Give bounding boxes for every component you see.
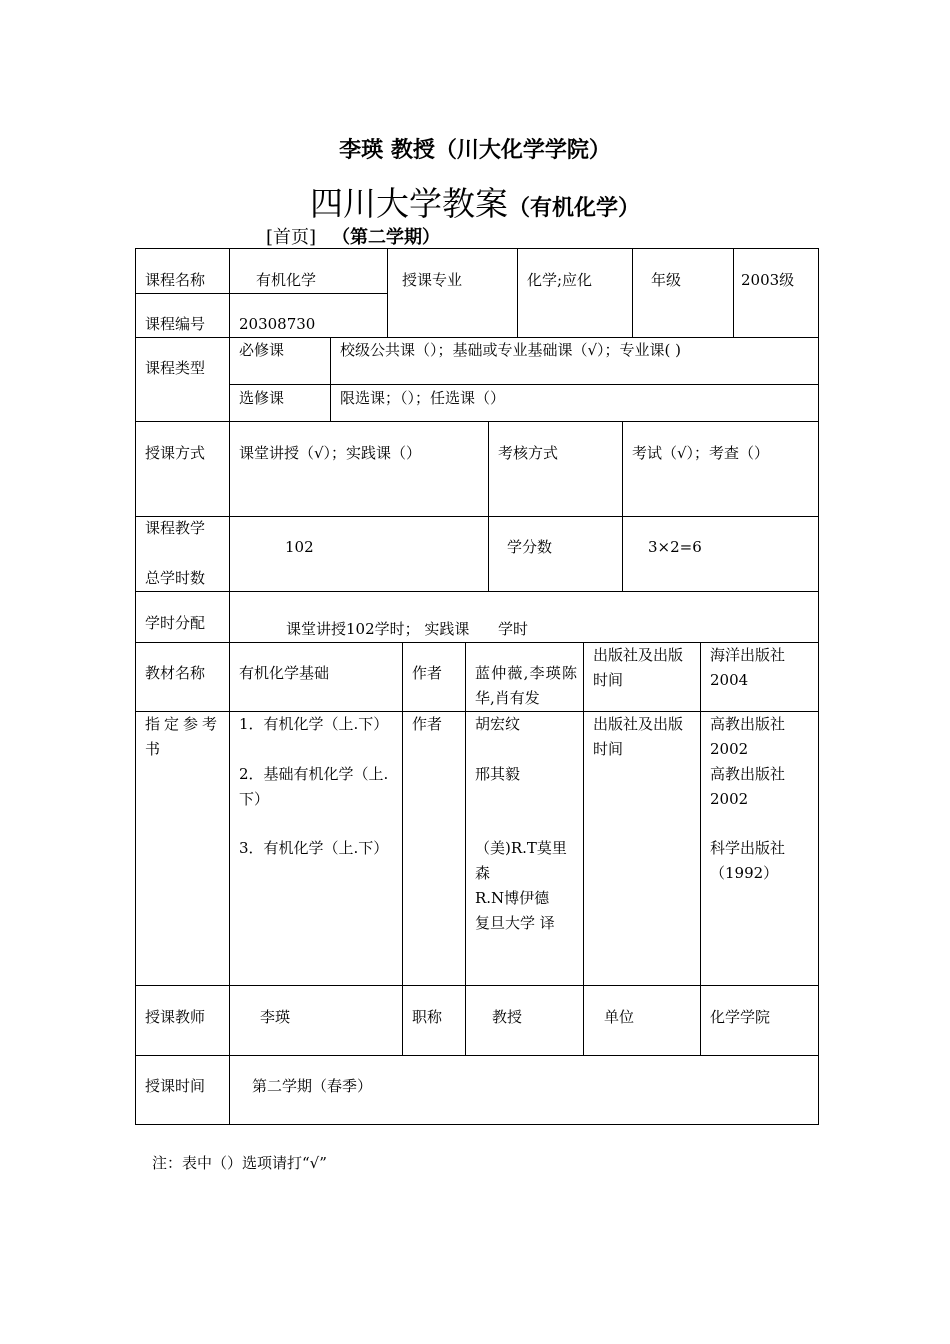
col-divider	[387, 248, 388, 337]
document-title	[0, 178, 950, 225]
teacher-value: 李瑛	[260, 1008, 291, 1026]
course-no-value: 20308730	[239, 315, 316, 333]
teaching-mode-value: 课堂讲授（√）；实践课（）	[239, 444, 422, 462]
hour-dist-label: 学时分配	[145, 614, 206, 632]
course-name-label: 课程名称	[145, 271, 206, 289]
credits-label: 学分数	[507, 538, 553, 556]
major-value: 化学;应化	[527, 271, 593, 289]
col-divider	[229, 642, 230, 1124]
table-border-bottom	[135, 1124, 819, 1125]
ref-author-2: 邢其毅	[475, 765, 521, 783]
col-divider	[517, 248, 518, 337]
total-hours-label-2: 总学时数	[145, 569, 206, 587]
hour-dist-value: 课堂讲授102学时； 实践课 学时	[286, 620, 529, 638]
col-divider	[330, 337, 331, 421]
page-label-row	[266, 223, 440, 249]
textbook-author-label: 作者	[412, 664, 443, 682]
assessment-value: 考试（√）；考查（）	[632, 444, 770, 462]
col-divider	[229, 337, 230, 421]
row-divider	[135, 293, 388, 294]
row-divider	[135, 591, 819, 592]
ref-author-1: 胡宏纹	[475, 715, 521, 733]
ref-author-4: R.N博伊德	[475, 889, 550, 907]
row-divider	[135, 985, 819, 986]
semester-label: （第二学期）	[332, 227, 441, 248]
unit-value: 化学学院	[710, 1008, 771, 1026]
assessment-label: 考核方式	[498, 444, 559, 462]
teaching-mode-label: 授课方式	[145, 444, 206, 462]
ref-book-3: 3．有机化学（上.下）	[239, 839, 389, 857]
ref-publisher-1: 高教出版社	[710, 715, 786, 733]
ref-label: 指定参考书	[145, 715, 222, 758]
col-divider	[733, 248, 734, 337]
ref-publisher-label: 出版社及出版时间	[593, 715, 684, 758]
row-divider	[135, 516, 819, 517]
author-heading: 李瑛 教授（川大化学学院）	[339, 137, 611, 163]
col-divider	[632, 248, 633, 337]
major-label: 授课专业	[402, 271, 463, 289]
table-border-top	[135, 248, 819, 249]
col-divider	[583, 642, 584, 1055]
teacher-label: 授课教师	[145, 1008, 206, 1026]
page-label: [首页]	[266, 227, 317, 248]
required-label: 必修课	[239, 341, 285, 359]
unit-label: 单位	[604, 1008, 635, 1026]
ref-publisher-2-year: 2002	[710, 790, 749, 808]
textbook-value: 有机化学基础	[239, 664, 330, 682]
col-divider	[229, 421, 230, 642]
col-divider	[402, 642, 403, 1055]
title-label: 职称	[412, 1008, 443, 1026]
ref-book-2: 2．基础有机化学（上.下）	[239, 765, 389, 808]
textbook-publisher-label: 出版社及出版时间	[593, 646, 684, 689]
elective-options: 限选课；（）；任选课（）	[340, 389, 506, 407]
col-divider	[700, 642, 701, 1055]
required-options: 校级公共课（）；基础或专业基础课（√）；专业课( )	[340, 341, 682, 359]
table-border-left	[135, 248, 136, 1125]
row-divider	[229, 384, 819, 385]
row-divider	[135, 1055, 819, 1056]
textbook-authors: 蓝仲薇,李瑛陈华,肖有发	[475, 664, 577, 707]
ref-publisher-1-year: 2002	[710, 740, 749, 758]
ref-book-1: 1．有机化学（上.下）	[239, 715, 389, 733]
ref-publisher-3: 科学出版社	[710, 839, 786, 857]
course-type-label: 课程类型	[145, 359, 206, 377]
course-name-value: 有机化学	[256, 271, 317, 289]
total-hours-value: 102	[285, 538, 314, 556]
col-divider	[622, 421, 623, 591]
col-divider	[465, 642, 466, 1055]
footnote: 注：表中（）选项请打“√”	[152, 1154, 327, 1172]
title-main: 四川大学教案	[309, 184, 508, 223]
ref-author-3: （美)R.T莫里森	[475, 839, 567, 882]
ref-publisher-3-year: （1992）	[710, 864, 779, 882]
total-hours-label-1: 课程教学	[145, 519, 206, 537]
course-no-label: 课程编号	[145, 315, 206, 333]
textbook-publisher-year: 2004	[710, 671, 749, 689]
elective-label: 选修课	[239, 389, 285, 407]
col-divider	[488, 421, 489, 591]
table-border-right	[818, 248, 819, 1125]
ref-author-5: 复旦大学 译	[475, 914, 555, 932]
row-divider	[135, 421, 819, 422]
grade-value: 2003级	[741, 271, 795, 289]
ref-publisher-2: 高教出版社	[710, 765, 786, 783]
col-divider	[229, 248, 230, 337]
ref-author-label: 作者	[412, 715, 443, 733]
title-subject: （有机化学）	[507, 195, 640, 221]
credits-value: 3×2=6	[648, 538, 702, 556]
title-value: 教授	[492, 1008, 523, 1026]
textbook-publisher-name: 海洋出版社	[710, 646, 786, 664]
time-value: 第二学期（春季）	[252, 1077, 373, 1095]
grade-label: 年级	[651, 271, 682, 289]
time-label: 授课时间	[145, 1077, 206, 1095]
textbook-label: 教材名称	[145, 664, 206, 682]
